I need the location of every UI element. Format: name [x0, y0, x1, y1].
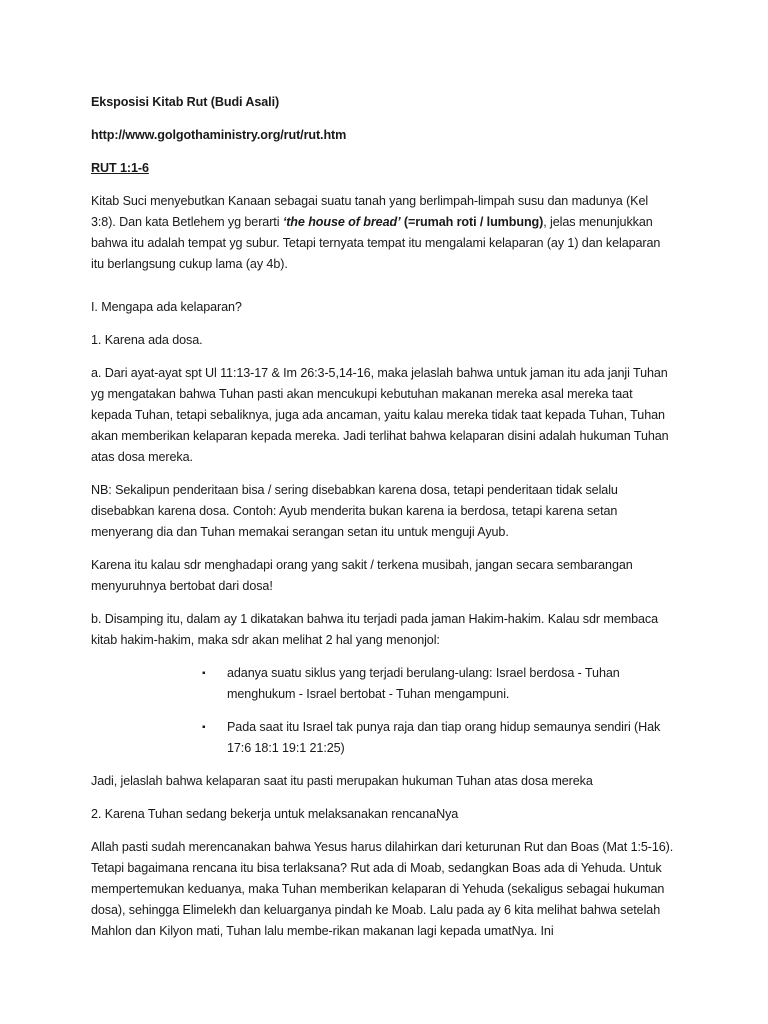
- intro-paragraph: [91, 191, 676, 275]
- intro-text-2: , jelas menunjukkan bahwa itu adalah tempat yg subur. Tetapi ternyata tempat itu mengalami kelaparan (ay 1) dan kelaparan itu berlangsung cukup lama (ay 4b).: [91, 215, 661, 271]
- document-title: Eksposisi Kitab Rut (Budi Asali): [91, 95, 280, 109]
- source-url: http://www.golgothaministry.org/rut/rut.htm: [91, 128, 347, 142]
- intro-quote: ‘the house of bread’: [282, 215, 401, 229]
- point-1: 1. Karena ada dosa.: [91, 333, 203, 347]
- section-heading: RUT 1:1-6: [91, 161, 149, 175]
- paragraph-nb: NB: Sekalipun penderitaan bisa / sering disebabkan karena dosa, tetapi penderitaan tidak selalu disebabkan karena dosa. Contoh: Ayub menderita bukan karena ia berdosa, tetapi karena setan menyerang dia dan Tuhan memakai serangan setan itu untuk menguji Ayub.: [91, 483, 618, 539]
- heading-i: I. Mengapa ada kelaparan?: [91, 300, 242, 314]
- point-2: 2. Karena Tuhan sedang bekerja untuk melaksanakan rencanaNya: [91, 807, 459, 821]
- intro-gloss: (=rumah roti / lumbung): [400, 215, 544, 229]
- paragraph-karena: Karena itu kalau sdr menghadapi orang yang sakit / terkena musibah, jangan secara sembarangan menyuruhnya bertobat dari dosa!: [91, 558, 633, 593]
- list-item-text: Pada saat itu Israel tak punya raja dan tiap orang hidup semaunya sendiri (Hak 17:6 18:1 19:1 21:25): [227, 720, 661, 755]
- bullet-icon: ▪: [202, 668, 206, 679]
- bullet-icon: ▪: [202, 722, 206, 733]
- list-item-text: adanya suatu siklus yang terjadi berulang-ulang: Israel berdosa - Tuhan menghukum - Israel bertobat - Tuhan mengampuni.: [227, 666, 620, 701]
- paragraph-allah: Allah pasti sudah merencanakan bahwa Yesus harus dilahirkan dari keturunan Rut dan Boas (Mat 1:5-16). Tetapi bagaimana rencana itu bisa terlaksana? Rut ada di Moab, sedangkan Boas ada di Yehuda. Untuk mempertemukan keduanya, maka Tuhan memberikan kelaparan di Yehuda (sekaligus sebagai hukuman dosa), sehingga Elimelekh dan keluarganya pindah ke Moab. Lalu pada ay 6 kita melihat bahwa setelah Mahlon dan Kilyon mati, Tuhan lalu membe-rikan makanan lagi kepada umatNya. Ini: [91, 840, 674, 938]
- paragraph-jadi: Jadi, jelaslah bahwa kelaparan saat itu pasti merupakan hukuman Tuhan atas dosa mereka: [91, 774, 593, 788]
- intro-text-1: Kitab Suci menyebutkan Kanaan sebagai suatu tanah yang berlimpah-limpah susu dan madunya (Kel 3:8). Dan kata Betlehem yg berarti: [91, 194, 649, 229]
- spacer: [91, 287, 676, 297]
- list-item: [91, 717, 676, 759]
- document-page: [91, 92, 676, 954]
- paragraph-a: a. Dari ayat-ayat spt Ul 11:13-17 & Im 26:3-5,14-16, maka jelaslah bahwa untuk jaman itu ada janji Tuhan yg mengatakan bahwa Tuhan pasti akan mencukupi kebutuhan makanan mereka asal mereka taat kepada Tuhan, tetapi sebaliknya, juga ada ancaman, yaitu kalau mereka tidak taat kepada Tuhan, Tuhan akan memberikan kelaparan kepada mereka. Jadi terlihat bahwa kelaparan disini adalah hukuman Tuhan atas dosa mereka.: [91, 366, 669, 464]
- paragraph-b: b. Disamping itu, dalam ay 1 dikatakan bahwa itu terjadi pada jaman Hakim-hakim. Kalau sdr membaca kitab hakim-hakim, maka sdr akan melihat 2 hal yang menonjol:: [91, 612, 658, 647]
- list-item: [91, 663, 676, 705]
- bullet-list: [91, 663, 676, 759]
